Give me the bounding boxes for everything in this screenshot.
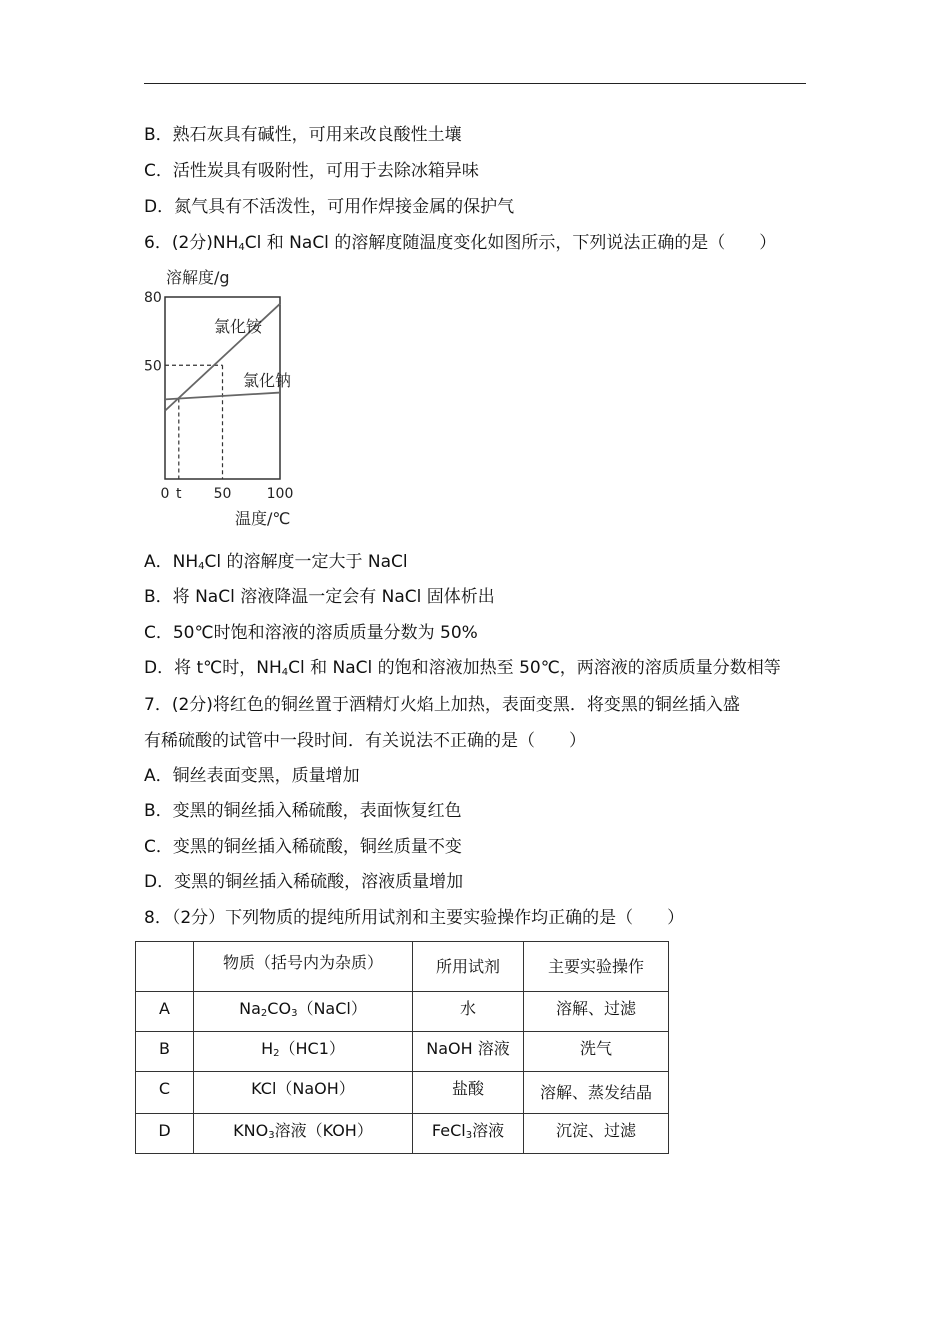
substance-cell — [194, 992, 413, 1032]
table-row — [136, 1114, 669, 1154]
series-label: 氯化铵 — [214, 317, 263, 336]
reagent-subscript: 3 — [465, 1130, 473, 1141]
x-tick-label: 50 — [213, 486, 232, 502]
q6-stem-subscript: 4 — [238, 242, 245, 253]
reagent-cell: 盐酸 — [413, 1072, 524, 1114]
series-label: 氯化钠 — [243, 371, 292, 390]
substance-subscript: 2 — [273, 1048, 280, 1059]
operation-cell: 洗气 — [524, 1032, 669, 1072]
substance-subscript: 2 — [260, 1008, 268, 1019]
x-tick-label: t — [176, 486, 182, 502]
row-label: B — [136, 1032, 194, 1072]
q6-option-b: B．将 NaCl 溶液降温一定会有 NaCl 固体析出 — [144, 587, 495, 607]
y-tick-label: 80 — [144, 290, 162, 306]
y-tick-label: 50 — [144, 358, 162, 375]
substance-text: KNO — [233, 1121, 269, 1140]
reagent-cell — [413, 1114, 524, 1154]
substance-text: H — [261, 1039, 274, 1058]
substance-text: Na — [239, 999, 261, 1018]
q6-option-d — [144, 657, 781, 684]
q6-option-d-text-2: Cl 和 NaCl 的饱和溶液加热至 50℃，两溶液的溶质质量分数相等 — [288, 658, 781, 678]
header-cell-substance: 物质（括号内为杂质） — [194, 942, 413, 992]
row-label: A — [136, 992, 194, 1032]
row-label: D — [136, 1114, 194, 1154]
q6-stem — [144, 232, 776, 259]
substance-cell — [194, 1032, 413, 1072]
substance-subscript: 3 — [291, 1008, 298, 1019]
table-row — [136, 1032, 669, 1072]
q6-option-d-text-1: D．将 t℃时，NH — [144, 658, 282, 678]
substance-cell — [194, 1114, 413, 1154]
substance-cell: KCl（NaOH） — [194, 1072, 413, 1114]
x-tick-label: 100 — [266, 486, 294, 502]
reagent-text: 溶液 — [472, 1121, 505, 1140]
q7-option-b: B．变黑的铜丝插入稀硫酸，表面恢复红色 — [144, 801, 462, 821]
substance-text: （HC1） — [279, 1039, 345, 1058]
x-axis-label: 温度/℃ — [235, 509, 291, 528]
q7-stem-line-2: 有稀硫酸的试管中一段时间．有关说法不正确的是（ ） — [144, 731, 586, 751]
q7-option-a: A．铜丝表面变黑，质量增加 — [144, 766, 360, 786]
q6-option-a-subscript: 4 — [198, 561, 205, 572]
operation-cell: 溶解、过滤 — [524, 992, 669, 1032]
reagent-cell: 水 — [413, 992, 524, 1032]
q8-stem: 8．（2分）下列物质的提纯所用试剂和主要实验操作均正确的是（ ） — [144, 908, 685, 928]
substance-text: CO — [267, 999, 292, 1018]
table-row — [136, 1072, 669, 1114]
reagent-text: FeCl — [431, 1121, 466, 1140]
substance-subscript: 3 — [268, 1130, 275, 1141]
solubility-chart-svg — [140, 262, 320, 532]
substance-text: 溶液（KOH） — [274, 1121, 373, 1140]
reagent-cell: NaOH 溶液 — [413, 1032, 524, 1072]
q6-stem-text-1: 6．(2分)NH — [144, 233, 239, 253]
q7-option-c: C．变黑的铜丝插入稀硫酸，铜丝质量不变 — [144, 837, 462, 857]
header-cell-reagent: 所用试剂 — [413, 942, 524, 992]
row-label: C — [136, 1072, 194, 1114]
table-row — [136, 992, 669, 1032]
q7-option-d: D．变黑的铜丝插入稀硫酸，溶液质量增加 — [144, 872, 464, 892]
q5-option-b: B．熟石灰具有碱性，可用来改良酸性土壤 — [144, 125, 462, 145]
solubility-chart — [140, 262, 320, 532]
q5-option-c: C．活性炭具有吸附性，可用于去除冰箱异味 — [144, 161, 479, 181]
q6-option-a-text-2: Cl 的溶解度一定大于 NaCl — [204, 552, 408, 572]
operation-cell: 溶解、蒸发结晶 — [524, 1072, 669, 1114]
q6-option-a-text-1: A．NH — [144, 552, 199, 572]
q6-stem-text-2: Cl 和 NaCl 的溶解度随温度变化如图所示，下列说法正确的是（ ） — [244, 233, 777, 253]
q6-option-a — [144, 551, 408, 578]
q7-stem-line-1: 7．(2分)将红色的铜丝置于酒精灯火焰上加热，表面变黑．将变黑的铜丝插入盛 — [144, 695, 740, 715]
y-axis-label: 溶解度/g — [166, 268, 230, 287]
q6-option-c: C．50℃时饱和溶液的溶质质量分数为 50% — [144, 623, 478, 643]
q5-option-d: D．氮气具有不活泼性，可用作焊接金属的保护气 — [144, 197, 515, 217]
q6-option-d-subscript: 4 — [281, 667, 289, 678]
header-cell-operation: 主要实验操作 — [524, 942, 669, 992]
q8-table — [135, 941, 669, 1154]
header-rule — [144, 83, 806, 84]
x-tick-label: 0 — [160, 486, 170, 502]
table-header-row — [136, 942, 669, 992]
header-cell-blank — [136, 942, 194, 992]
operation-cell: 沉淀、过滤 — [524, 1114, 669, 1154]
substance-text: （NaCl） — [297, 999, 367, 1018]
